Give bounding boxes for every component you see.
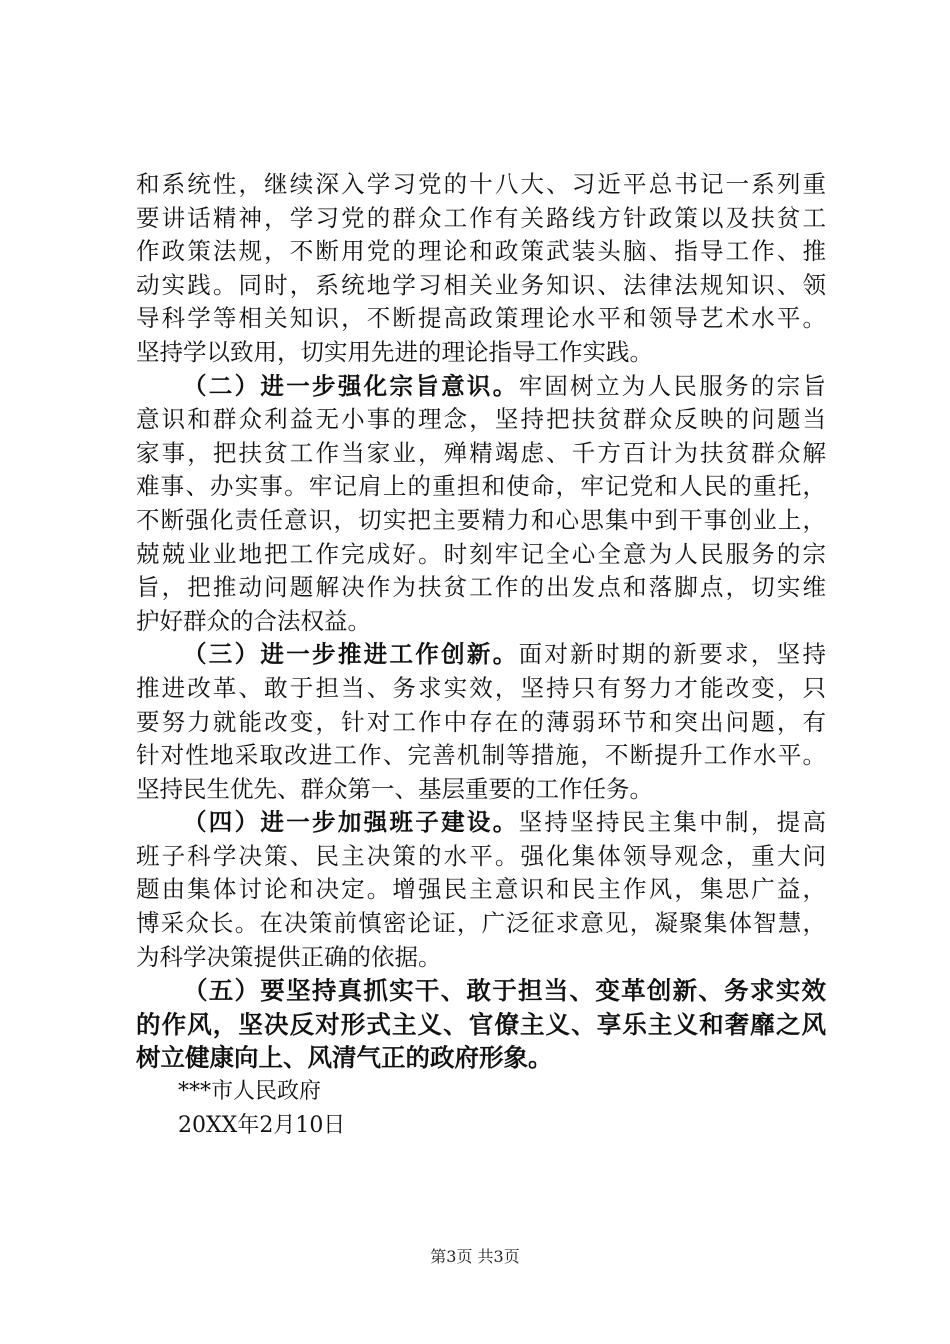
page-footer: 第3页 共3页 xyxy=(430,1247,520,1266)
text-line xyxy=(136,806,826,840)
text-line: 班子科学决策、民主决策的水平。强化集体领导观念，重大问 xyxy=(136,841,826,870)
text-line: 难事、办实事。牢记肩上的重担和使命，牢记党和人民的重托， xyxy=(136,472,826,501)
text-line: 旨，把推动问题解决作为扶贫工作的出发点和落脚点，切实维 xyxy=(136,573,826,602)
paragraph-1 xyxy=(136,168,826,370)
text-line: 兢兢业业地把工作完成好。时刻牢记全心全意为人民服务的宗 xyxy=(136,539,826,568)
section-heading: （四）进一步加强班子建设。 xyxy=(183,808,519,837)
text-line: 的作风，坚决反对形式主义、官僚主义、享乐主义和奢靡之风 xyxy=(136,1009,826,1039)
text-line: 要讲话精神，学习党的群众工作有关路线方针政策以及扶贫工 xyxy=(136,203,826,232)
text-line: 家事，把扶贫工作当家业，殚精竭虑、千方百计为扶贫群众解 xyxy=(136,438,826,467)
text-line: 坚持学以致用，切实用先进的理论指导工作实践。 xyxy=(136,337,653,366)
text-line: 推进改革、敢于担当、务求实效，坚持只有努力才能改变，只 xyxy=(136,673,826,702)
paragraph-5 xyxy=(136,974,826,1075)
text-span: 牢固树立为人民服务的宗旨 xyxy=(518,371,826,400)
signature-block xyxy=(136,1075,826,1142)
text-line: 为科学决策提供正确的依据。 xyxy=(136,942,442,971)
text-line: 针对性地采取改进工作、完善机制等措施，不断提升工作水平。 xyxy=(136,741,826,770)
paragraph-3 xyxy=(136,638,826,806)
text-line xyxy=(136,638,826,672)
text-span: 坚持坚持民主集中制，提高 xyxy=(518,808,826,837)
text-line: 要努力就能改变，针对工作中存在的薄弱环节和突出问题，有 xyxy=(136,707,826,736)
document-body xyxy=(136,168,826,1142)
signature-date: 20XX年2月10日 xyxy=(178,1112,346,1138)
text-span: 面对新时期的新要求，坚持 xyxy=(518,640,826,669)
text-line: 树立健康向上、风清气正的政府形象。 xyxy=(136,1043,553,1073)
text-line xyxy=(136,370,826,404)
text-line: 导科学等相关知识，不断提高政策理论水平和领导艺术水平。 xyxy=(136,304,826,333)
text-line: （五）要坚持真抓实干、敢于担当、变革创新、务求实效 xyxy=(183,976,826,1006)
text-line: 作政策法规，不断用党的理论和政策武装头脑、指导工作、推 xyxy=(136,237,826,266)
text-line: 不断强化责任意识，切实把主要精力和心思集中到干事创业上， xyxy=(136,505,826,534)
signature-org: ***市人民政府 xyxy=(178,1079,322,1105)
text-line: 和系统性，继续深入学习党的十八大、习近平总书记一系列重 xyxy=(136,170,826,198)
paragraph-4 xyxy=(136,806,826,974)
text-line: 动实践。同时，系统地学习相关业务知识、法律法规知识、领 xyxy=(136,270,826,299)
text-line: 题由集体讨论和决定。增强民主意识和民主作风，集思广益， xyxy=(136,875,826,904)
section-heading: （三）进一步推进工作创新。 xyxy=(183,640,519,669)
text-line: 意识和群众利益无小事的理念，坚持把扶贫群众反映的问题当 xyxy=(136,405,826,434)
text-line: 坚持民生优先、群众第一、基层重要的工作任务。 xyxy=(136,774,653,803)
text-line: 博采众长。在决策前慎密论证，广泛征求意见，凝聚集体智慧， xyxy=(136,909,826,938)
text-line: 护好群众的合法权益。 xyxy=(136,606,371,635)
section-heading: （二）进一步强化宗旨意识。 xyxy=(183,371,519,400)
paragraph-2 xyxy=(136,370,826,639)
